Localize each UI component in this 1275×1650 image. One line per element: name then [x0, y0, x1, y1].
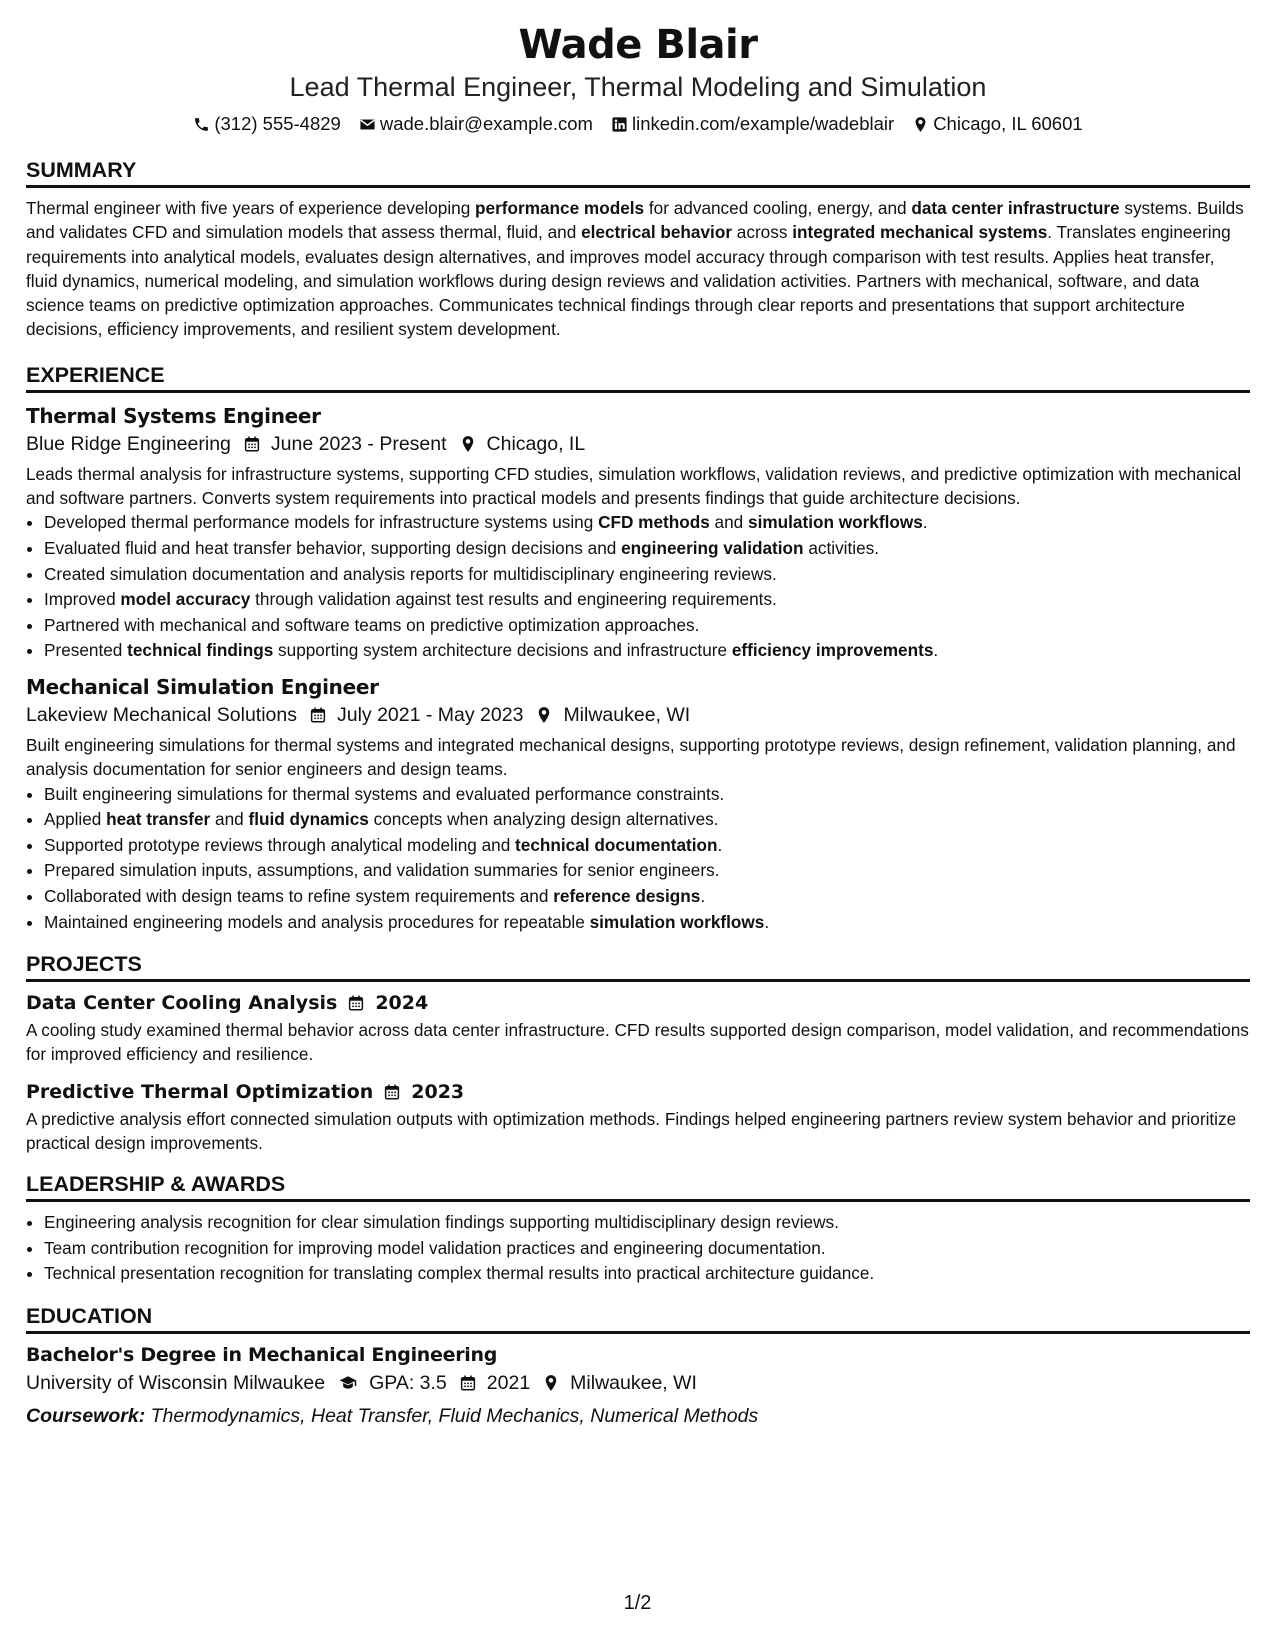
emphasis-text: simulation workflows	[589, 911, 765, 932]
education-year-text: 2021	[486, 1372, 531, 1395]
linkedin-text[interactable]: linkedin.com/example/wadeblair	[631, 113, 895, 134]
text-run: . Translates engineering requirements into analytical models, evaluates design alternatives, and improves model accuracy through comparison with test results. Applies heat transfer, fluid dynamics, numerical modeling, and simulation workflows during design reviews and validation activities. Partners with mechanical, software, and data science teams on predictive optimization approaches. Communicates technical findings through clear reports and presentations that support architecture decisions, efficiency improvements, and resilient system development.	[26, 222, 1231, 340]
project-title-row	[26, 990, 1250, 1016]
coursework-text: Thermodynamics, Heat Transfer, Fluid Mechanics, Numerical Methods	[150, 1405, 759, 1428]
bullet-item	[44, 884, 1250, 910]
project-title: Data Center Cooling Analysis	[26, 992, 338, 1015]
phone-text: (312) 555-4829	[214, 113, 341, 134]
text-run: and	[210, 809, 249, 830]
candidate-title: Lead Thermal Engineer, Thermal Modeling and Simulation	[289, 72, 987, 102]
job-meta	[26, 700, 1250, 730]
contact-email[interactable]	[359, 111, 593, 137]
job-description: Leads thermal analysis for infrastructure systems, supporting CFD studies, simulation workflows, validation reviews, and predictive optimization with mechanical and software partners. Converts system requirements into practical models and presents findings that guide architecture decisions.	[26, 463, 1242, 509]
award-item: • Technical presentation recognition for translating complex thermal results into practical architecture guidance.	[44, 1261, 1250, 1287]
section-heading: EXPERIENCE	[26, 362, 1250, 393]
bullet-item	[44, 562, 1250, 588]
emphasis-text: technical documentation	[515, 834, 718, 855]
map-pin-icon	[542, 1374, 560, 1392]
contact-bar	[26, 111, 1250, 137]
text-run: Thermal engineer with five years of experience developing	[26, 198, 476, 218]
company-name: Blue Ridge Engineering	[26, 432, 231, 455]
summary-section	[26, 157, 1250, 342]
map-pin-icon	[459, 435, 477, 453]
education-section	[26, 1303, 1250, 1431]
job-meta	[26, 429, 1250, 459]
project-title: Predictive Thermal Optimization	[26, 1080, 374, 1103]
text-run: across	[732, 222, 793, 243]
text-run: Partnered with mechanical and software teams on predictive optimization approaches.	[44, 614, 700, 635]
section-heading: SUMMARY	[26, 157, 1250, 188]
text-run: Supported prototype reviews through analytical modeling and	[44, 834, 516, 855]
project-description: A predictive analysis effort connected simulation outputs with optimization methods. Findings helped engineering partners review system behavior and prioritize practical design improvements.	[26, 1108, 1237, 1153]
emphasis-text: heat transfer	[106, 809, 211, 830]
job-location	[459, 429, 586, 459]
email-text[interactable]: wade.blair@example.com	[379, 113, 593, 134]
job-description: Built engineering simulations for thermal systems and integrated mechanical designs, supporting prototype reviews, design refinement, validation planning, and analysis documentation for senior engineers and design teams.	[26, 734, 1236, 780]
education-location-text: Milwaukee, WI	[570, 1372, 697, 1395]
text-run: Evaluated fluid and heat transfer behavior, supporting design decisions and	[44, 537, 622, 558]
text-run: Presented	[44, 640, 128, 661]
coursework-label: Coursework:	[26, 1405, 146, 1428]
emphasis-text: integrated mechanical systems	[792, 222, 1048, 243]
candidate-name: Wade Blair	[518, 22, 758, 68]
leadership-section	[26, 1171, 1250, 1287]
bullet-item	[44, 638, 1250, 664]
bullet-item	[44, 833, 1250, 859]
calendar-icon	[243, 435, 261, 453]
project-year: 2023	[411, 1080, 465, 1103]
summary-text	[26, 196, 1250, 342]
envelope-icon	[359, 116, 376, 133]
bullet-item	[44, 782, 1250, 808]
job-dates-text: July 2021 - May 2023	[336, 703, 524, 726]
job-entry	[26, 674, 1250, 935]
emphasis-text: reference designs	[553, 885, 701, 906]
text-run: Created simulation documentation and analysis reports for multidisciplinary engineering reviews.	[44, 563, 777, 584]
emphasis-text: engineering validation	[621, 537, 804, 558]
projects-section	[26, 951, 1250, 1155]
project-title-row	[26, 1079, 1250, 1105]
text-run: .	[922, 512, 928, 533]
section-heading: PROJECTS	[26, 951, 1250, 982]
bullet-item	[44, 587, 1250, 613]
job-title: Mechanical Simulation Engineer	[26, 674, 379, 699]
project-year: 2024	[375, 992, 429, 1015]
school-name: University of Wisconsin Milwaukee	[26, 1372, 326, 1395]
job-location-text: Milwaukee, WI	[563, 703, 691, 726]
gpa-text: GPA: 3.5	[369, 1372, 447, 1395]
text-run: Improved	[44, 589, 121, 610]
text-run: .	[700, 885, 706, 906]
job-bullets	[26, 510, 1250, 664]
text-run: for advanced cooling, energy, and	[644, 198, 912, 218]
emphasis-text: CFD methods	[598, 512, 710, 533]
project-entry	[26, 1079, 1250, 1156]
graduation-cap-icon	[337, 1374, 359, 1392]
bullet-item	[44, 510, 1250, 536]
text-run: Applied	[44, 809, 107, 830]
job-bullets	[26, 782, 1250, 936]
text-run: Maintained engineering models and analysis procedures for repeatable	[44, 911, 590, 932]
calendar-icon	[309, 706, 327, 724]
section-heading: LEADERSHIP & AWARDS	[26, 1171, 1250, 1202]
contact-location	[912, 111, 1082, 137]
text-run: Prepared simulation inputs, assumptions, and validation summaries for senior engineers.	[44, 860, 720, 881]
resume-page	[26, 20, 1250, 1431]
text-run: .	[717, 834, 723, 855]
company-name: Lakeview Mechanical Solutions	[26, 703, 297, 726]
text-run: .	[933, 640, 939, 661]
job-title: Thermal Systems Engineer	[26, 403, 321, 428]
text-run: and	[709, 512, 749, 533]
emphasis-text: efficiency improvements	[731, 640, 934, 661]
text-run: Developed thermal performance models for infrastructure systems using	[44, 512, 599, 533]
phone-icon	[193, 116, 210, 133]
awards-list	[26, 1210, 1250, 1287]
job-dates	[309, 700, 523, 730]
award-item: • Engineering analysis recognition for clear simulation findings supporting multidisciplinary design reviews.	[44, 1210, 1250, 1236]
job-location	[535, 700, 690, 730]
project-description: A cooling study examined thermal behavior across data center infrastructure. CFD results supported design comparison, model validation, and recommendations for improved efficiency and resilience.	[26, 1020, 1249, 1065]
text-run: Collaborated with design teams to refine system requirements and	[44, 885, 554, 906]
calendar-icon	[347, 994, 365, 1012]
text-run: Built engineering simulations for thermal systems and evaluated performance constraints.	[44, 783, 725, 804]
project-entry	[26, 990, 1250, 1067]
emphasis-text: performance models	[475, 198, 645, 218]
text-run: through validation against test results and engineering requirements.	[250, 589, 777, 610]
education-year	[459, 1368, 530, 1398]
job-entry	[26, 403, 1250, 664]
bullet-item	[44, 910, 1250, 936]
emphasis-text: model accuracy	[120, 589, 251, 610]
coursework-line	[26, 1401, 1250, 1431]
linkedin-icon	[611, 116, 628, 133]
emphasis-text: simulation workflows	[748, 512, 923, 533]
text-run: .	[764, 911, 770, 932]
map-pin-icon	[535, 706, 553, 724]
map-pin-icon	[912, 116, 929, 133]
resume-header	[26, 20, 1250, 137]
degree-title: Bachelor's Degree in Mechanical Engineering	[26, 1344, 498, 1367]
award-item: • Team contribution recognition for improving model validation practices and engineering documentation.	[44, 1236, 1250, 1262]
contact-linkedin[interactable]	[611, 111, 894, 137]
emphasis-text: data center infrastructure	[911, 198, 1120, 218]
text-run: supporting system architecture decisions and infrastructure	[273, 640, 732, 661]
job-dates	[243, 429, 447, 459]
emphasis-text: technical findings	[127, 640, 274, 661]
emphasis-text: electrical behavior	[581, 222, 733, 243]
calendar-icon	[459, 1374, 477, 1392]
experience-section	[26, 362, 1250, 935]
education-gpa	[337, 1368, 447, 1398]
page-number: 1/2	[623, 1592, 652, 1614]
location-text: Chicago, IL 60601	[933, 113, 1083, 134]
emphasis-text: fluid dynamics	[248, 809, 369, 830]
text-run: concepts when analyzing design alternatives.	[368, 809, 719, 830]
contact-phone	[193, 111, 341, 137]
job-location-text: Chicago, IL	[486, 432, 586, 455]
section-heading: EDUCATION	[26, 1303, 1250, 1334]
bullet-item	[44, 807, 1250, 833]
job-dates-text: June 2023 - Present	[270, 432, 447, 455]
text-run: systems. Builds and validates CFD and simulation models that assess thermal, fluid, and	[26, 198, 1244, 243]
education-meta	[26, 1368, 1250, 1398]
bullet-item	[44, 613, 1250, 639]
bullet-item	[44, 536, 1250, 562]
education-location	[542, 1368, 697, 1398]
calendar-icon	[383, 1083, 401, 1101]
bullet-item	[44, 858, 1250, 884]
text-run: activities.	[803, 537, 880, 558]
